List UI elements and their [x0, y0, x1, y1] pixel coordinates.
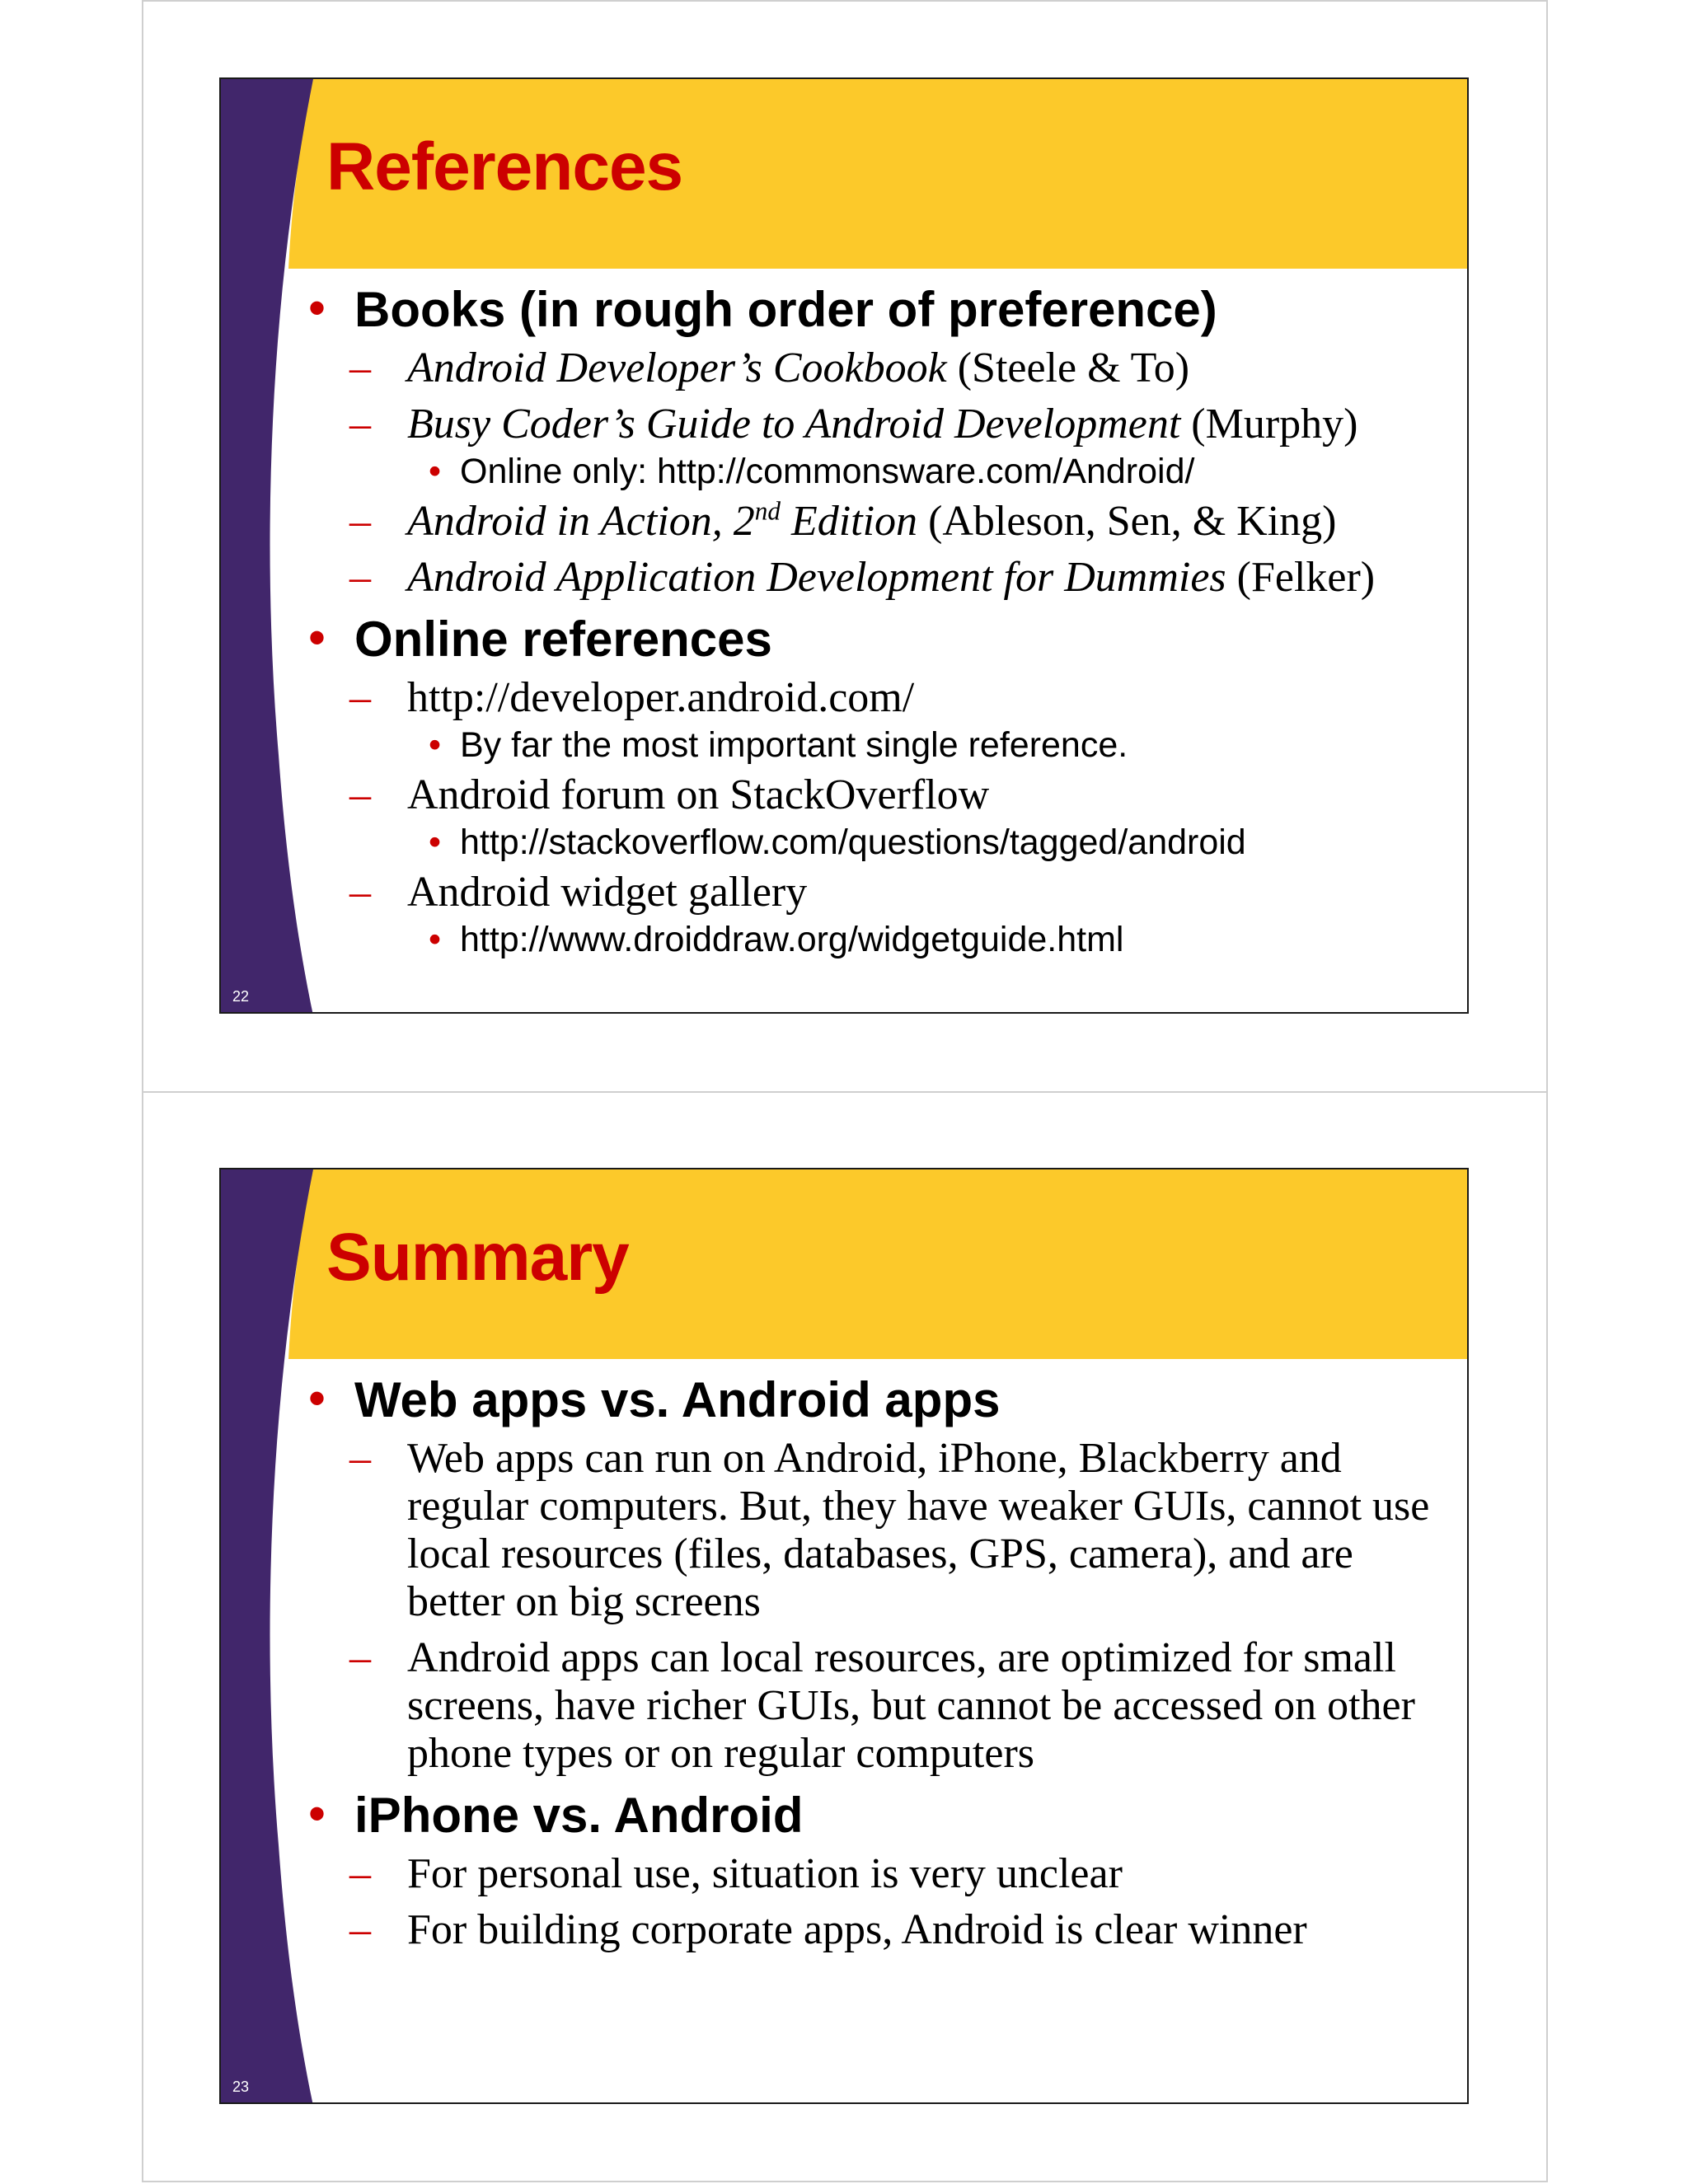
- bullet-icon: •: [308, 1371, 326, 1426]
- dash-icon: –: [349, 498, 371, 545]
- dash-icon: –: [349, 344, 371, 391]
- online-note: • By far the most important single reference.: [429, 725, 1128, 765]
- dash-icon: –: [349, 869, 371, 916]
- summary-item: – Web apps can run on Android, iPhone, Blackberry and regular computers. But, they have weaker GUIs, cannot use local resources (files, databases, GPS, camera), and are better on big screens: [349, 1435, 1430, 1625]
- book-item: [308, 401, 1451, 448]
- summary-item: – Android apps can local resources, are optimized for small screens, have richer GUIs, but cannot be accessed on other phone types or on regular computers: [349, 1634, 1415, 1777]
- dash-icon: –: [349, 674, 371, 721]
- bullet-webapps: • Web apps vs. Android apps: [308, 1371, 1001, 1427]
- book-title: Android Application Development for Dummies: [407, 554, 1226, 601]
- slide-title: References: [326, 129, 683, 204]
- book-item: [308, 344, 1451, 392]
- online-item: – http://developer.android.com/: [349, 674, 915, 721]
- bullet-icon: •: [429, 452, 442, 491]
- summary-item: – For personal use, situation is very unclear: [349, 1850, 1123, 1897]
- book-title: Android Developer’s Cookbook: [407, 344, 947, 391]
- book-item: [308, 554, 1451, 602]
- book-title: Busy Coder’s Guide to Android Development: [407, 401, 1181, 448]
- online-item: – Android widget gallery: [349, 869, 808, 916]
- online-note: • http://stackoverflow.com/questions/tagged/android: [429, 823, 1246, 862]
- bullet-icon: •: [429, 920, 442, 959]
- dash-icon: –: [349, 1906, 371, 1953]
- bullet-iphone: • iPhone vs. Android: [308, 1786, 804, 1843]
- bullet-icon: •: [308, 280, 326, 335]
- bullet-icon: •: [308, 610, 326, 665]
- summary-item: – For building corporate apps, Android is clear winner: [349, 1906, 1307, 1953]
- slide-references: [219, 77, 1469, 1014]
- book-title: Android in Action, 2nd Edition: [407, 496, 918, 545]
- page-divider: [142, 1091, 1548, 1093]
- dash-icon: –: [349, 401, 371, 448]
- dash-icon: –: [349, 1850, 371, 1897]
- book-author: (Ableson, Sen, & King): [917, 498, 1337, 545]
- slide-summary: [219, 1168, 1469, 2104]
- slide-content: [308, 280, 1451, 966]
- bullet-icon: •: [429, 725, 442, 765]
- book-author: (Felker): [1226, 554, 1376, 601]
- book-author: (Murphy): [1180, 401, 1358, 448]
- book-note: • Online only: http://commonsware.com/Android/: [429, 452, 1195, 491]
- slide-number: 23: [232, 2079, 250, 2095]
- online-note: • http://www.droiddraw.org/widgetguide.html: [429, 920, 1124, 959]
- slide-content: [308, 1371, 1451, 1962]
- online-item: – Android forum on StackOverflow: [349, 771, 990, 818]
- dash-icon: –: [349, 554, 371, 601]
- slide-number: 22: [232, 988, 250, 1005]
- book-item: [308, 498, 1451, 546]
- bullet-online: • Online references: [308, 610, 772, 667]
- book-author: (Steele & To): [946, 344, 1190, 391]
- dash-icon: –: [349, 1634, 371, 1681]
- bullet-icon: •: [308, 1786, 326, 1841]
- bullet-icon: •: [429, 823, 442, 862]
- bullet-books: • Books (in rough order of preference): [308, 280, 1217, 337]
- slide-title: Summary: [326, 1220, 629, 1295]
- dash-icon: –: [349, 771, 371, 818]
- dash-icon: –: [349, 1435, 371, 1482]
